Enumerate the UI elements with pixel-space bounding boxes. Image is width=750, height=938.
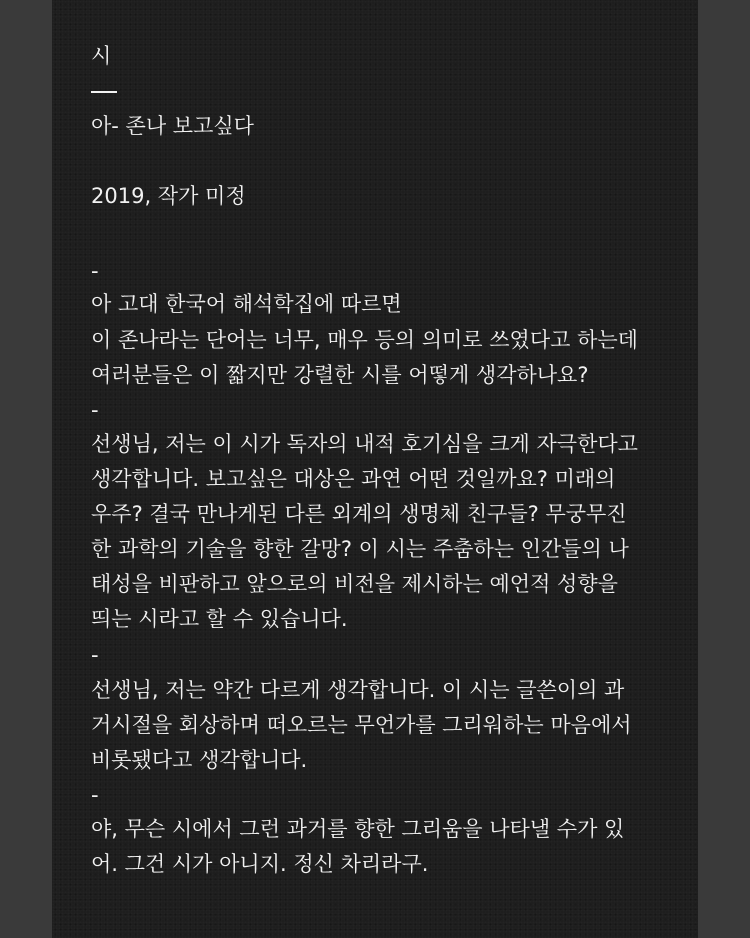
title-rule: [91, 91, 117, 93]
text-line: 비롯됐다고 생각합니다.: [91, 748, 308, 772]
note-title: 시: [91, 44, 112, 68]
text-line: 우주? 결국 만나게된 다른 외계의 생명체 친구들? 무궁무진: [91, 502, 627, 526]
text-line: 띄는 시라고 할 수 있습니다.: [91, 607, 348, 631]
byline: 2019, 작가 미정: [91, 184, 246, 208]
text-line: -: [91, 398, 99, 422]
text-line: 여러분들은 이 짧지만 강렬한 시를 어떻게 생각하나요?: [91, 363, 589, 387]
note-page: [52, 0, 698, 938]
text-line: 아 고대 한국어 해석학집에 따르면: [91, 292, 402, 316]
text-line: -: [91, 783, 99, 807]
text-line: 거시절을 회상하며 떠오르는 무언가를 그리워하는 마음에서: [91, 713, 632, 737]
poem-text: 아- 존나 보고싶다: [91, 114, 254, 138]
text-line: 한 과학의 기술을 향한 갈망? 이 시는 주춤하는 인간들의 나: [91, 537, 629, 561]
text-line: 태성을 비판하고 앞으로의 비전을 제시하는 예언적 성향을: [91, 572, 618, 596]
text-line: 어. 그건 시가 아니지. 정신 차리라구.: [91, 852, 429, 876]
text-line: 생각합니다. 보고싶은 대상은 과연 어떤 것일까요? 미래의: [91, 467, 616, 491]
text-line: -: [91, 259, 99, 283]
text-line: 선생님, 저는 이 시가 독자의 내적 호기심을 크게 자극한다고: [91, 432, 638, 456]
text-line: 선생님, 저는 약간 다르게 생각합니다. 이 시는 글쓴이의 과: [91, 678, 625, 702]
text-line: -: [91, 643, 99, 667]
text-line: 야, 무슨 시에서 그런 과거를 향한 그리움을 나타낼 수가 있: [91, 817, 625, 841]
text-line: 이 존나라는 단어는 너무, 매우 등의 의미로 쓰였다고 하는데: [91, 328, 638, 352]
